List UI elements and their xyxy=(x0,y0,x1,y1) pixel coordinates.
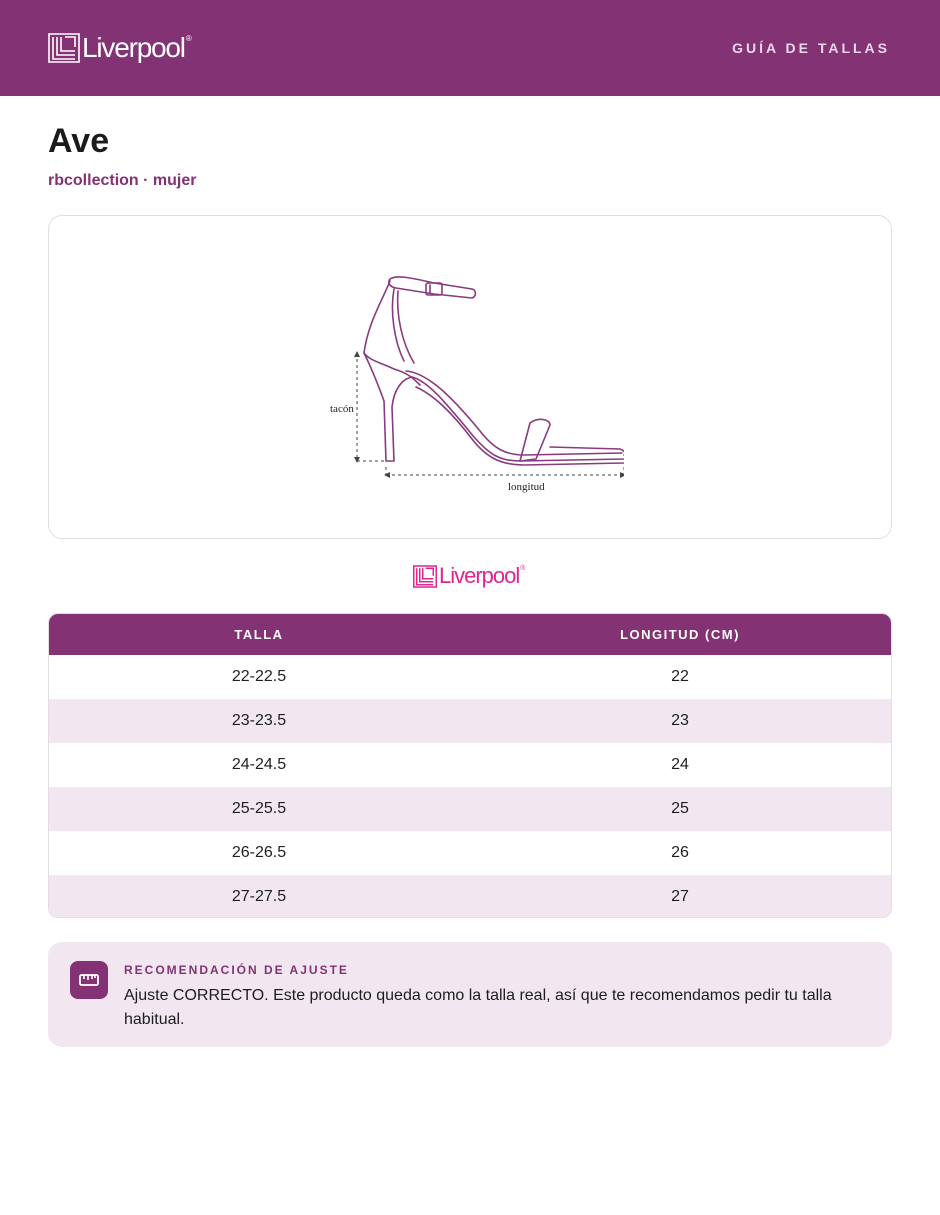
ruler-icon-glyph xyxy=(79,973,99,987)
partner-registered-mark: ® xyxy=(520,564,526,572)
length-cell: 23 xyxy=(469,699,891,743)
liverpool-logo-mark-icon xyxy=(48,33,80,63)
fit-description: Ajuste CORRECTO. Este producto queda como la talla real, así que te recomendamos pedir tu talla habitual. xyxy=(124,987,832,1028)
column-header-size: TALLA xyxy=(49,614,469,655)
liverpool-logo-mark-icon xyxy=(413,565,437,588)
fit-heading: RECOMENDACIÓN DE AJUSTE xyxy=(124,963,349,977)
registered-mark: ® xyxy=(185,33,192,43)
column-header-length: LONGITUD (CM) xyxy=(469,614,891,655)
sandal-outline-icon xyxy=(364,277,624,465)
top-bar xyxy=(0,0,940,96)
length-cell: 26 xyxy=(671,844,689,861)
brand-name: Liverpool xyxy=(82,32,185,63)
partner-logo xyxy=(413,563,525,589)
size-guide-link[interactable]: GUÍA DE TALLAS xyxy=(732,40,890,56)
sandal-diagram xyxy=(324,261,624,501)
table-row xyxy=(49,875,891,918)
fit-recommendation xyxy=(48,942,892,1047)
table-row xyxy=(49,743,891,787)
product-subtitle: rbcollection · mujer xyxy=(48,172,197,189)
measurement-diagram-card xyxy=(48,215,892,539)
length-cell: 22 xyxy=(671,668,689,685)
partner-brand-name: Liverpool xyxy=(439,563,520,588)
length-cell: 24 xyxy=(671,756,689,773)
size-cell: 22-22.5 xyxy=(231,668,287,685)
size-cell: 23-23.5 xyxy=(49,699,469,743)
size-table xyxy=(48,613,892,918)
table-row xyxy=(49,655,891,699)
table-row xyxy=(49,831,891,875)
size-cell: 25-25.5 xyxy=(49,787,469,831)
liverpool-logo[interactable] xyxy=(48,30,192,66)
size-cell: 26-26.5 xyxy=(231,844,287,861)
table-header-row xyxy=(49,614,891,655)
size-cell: 24-24.5 xyxy=(231,756,287,773)
product-title: Ave xyxy=(48,122,110,160)
size-cell: 27-27.5 xyxy=(49,875,469,918)
ruler-icon xyxy=(70,961,108,999)
length-label: longitud xyxy=(508,481,545,493)
length-cell: 25 xyxy=(469,787,891,831)
length-cell: 27 xyxy=(469,875,891,918)
table-row xyxy=(49,787,891,831)
table-row xyxy=(49,699,891,743)
heel-label: tacón xyxy=(330,403,354,415)
